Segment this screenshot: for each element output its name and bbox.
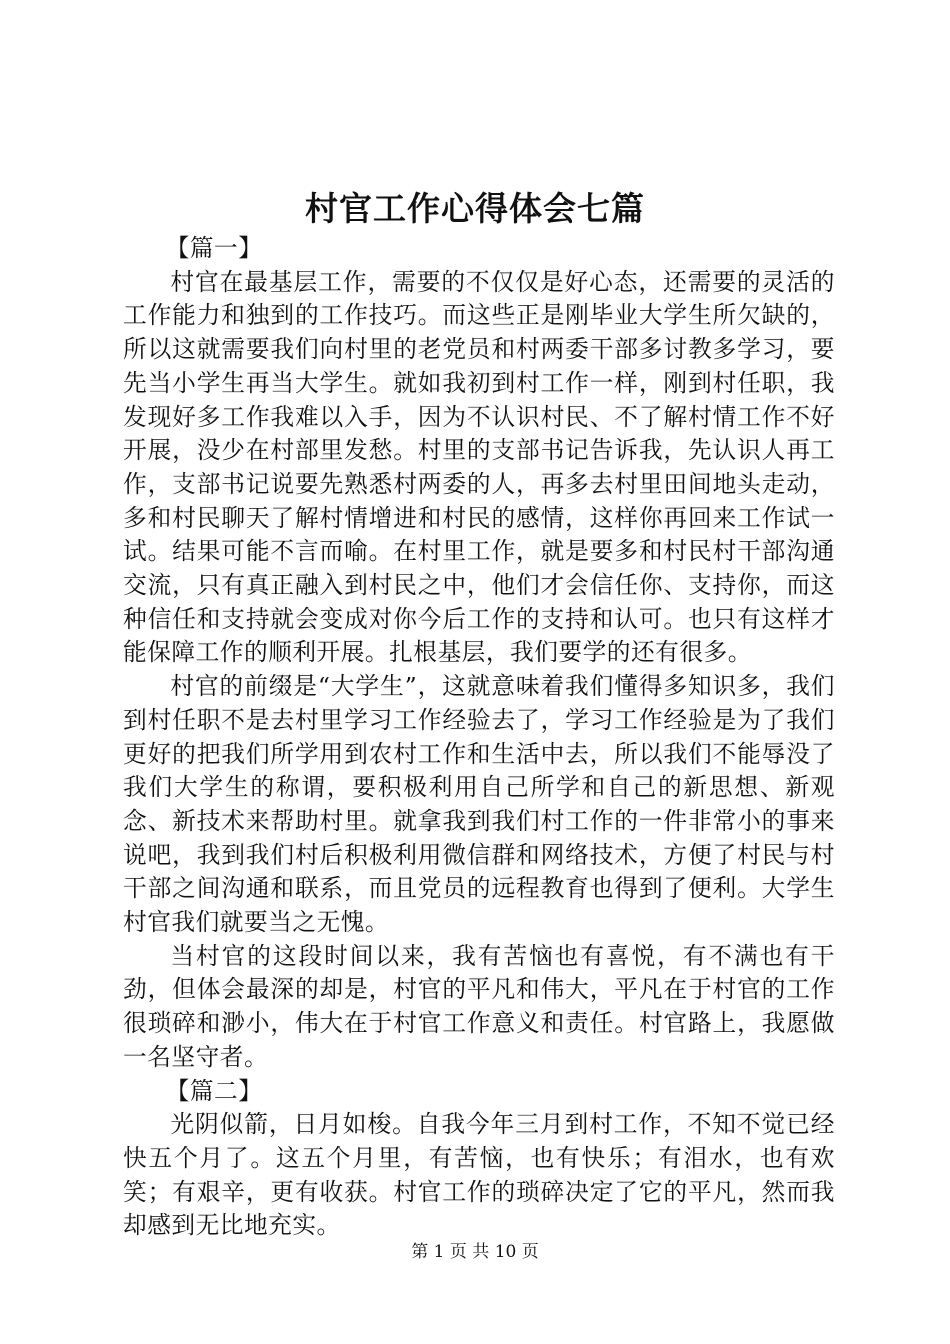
- document-body: [123, 232, 835, 1243]
- body-paragraph: 当村官的这段时间以来，我有苦恼也有喜悦，有不满也有干劲，但体会最深的却是，村官的平凡和伟大，平凡在于村官的工作很琐碎和渺小，伟大在于村官工作意义和责任。村官路上，我愿做一名坚守者。: [123, 941, 835, 1071]
- body-paragraph: 光阴似箭，日月如梭。自我今年三月到村工作，不知不觉已经快五个月了。这五个月里，有苦恼，也有快乐；有泪水，也有欢笑；有艰辛，更有收获。村官工作的琐碎决定了它的平凡，然而我却感到无比地充实。: [123, 1110, 835, 1240]
- body-paragraph: 村官在最基层工作，需要的不仅仅是好心态，还需要的灵活的工作能力和独到的工作技巧。而这些正是刚毕业大学生所欠缺的，所以这就需要我们向村里的老党员和村两委干部多讨教多学习，要先当小学生再当大学生。就如我初到村工作一样，刚到村任职，我发现好多工作我难以入手，因为不认识村民、不了解村情工作不好开展，没少在村部里发愁。村里的支部书记告诉我，先认识人再工作，支部书记说要先熟悉村两委的人，再多去村里田间地头走动，多和村民聊天了解村情增进和村民的感情，这样你再回来工作试一试。结果可能不言而喻。在村里工作，就是要多和村民村干部沟通交流，只有真正融入到村民之中，他们才会信任你、支持你，而这种信任和支持就会变成对你今后工作的支持和认可。也只有这样才能保障工作的顺利开展。扎根基层，我们要学的还有很多。: [123, 267, 835, 667]
- body-paragraph: 村官的前缀是“大学生”，这就意味着我们懂得多知识多，我们到村任职不是去村里学习工作经验去了，学习工作经验是为了我们更好的把我们所学用到农村工作和生活中去，所以我们不能辱没了我们大学生的称谓，要积极利用自己所学和自己的新思想、新观念、新技术来帮助村里。就拿我到我们村工作的一件非常小的事来说吧，我到我们村后积极利用微信群和网络技术，方便了村民与村干部之间沟通和联系，而且党员的远程教育也得到了便利。大学生村官我们就要当之无愧。: [123, 672, 835, 937]
- section-heading: 【篇一】: [165, 234, 263, 262]
- section-heading: 【篇二】: [165, 1076, 263, 1105]
- page-number-footer: 第 1 页 共 10 页: [411, 1242, 539, 1262]
- document-title: 村官工作心得体会七篇: [305, 189, 645, 228]
